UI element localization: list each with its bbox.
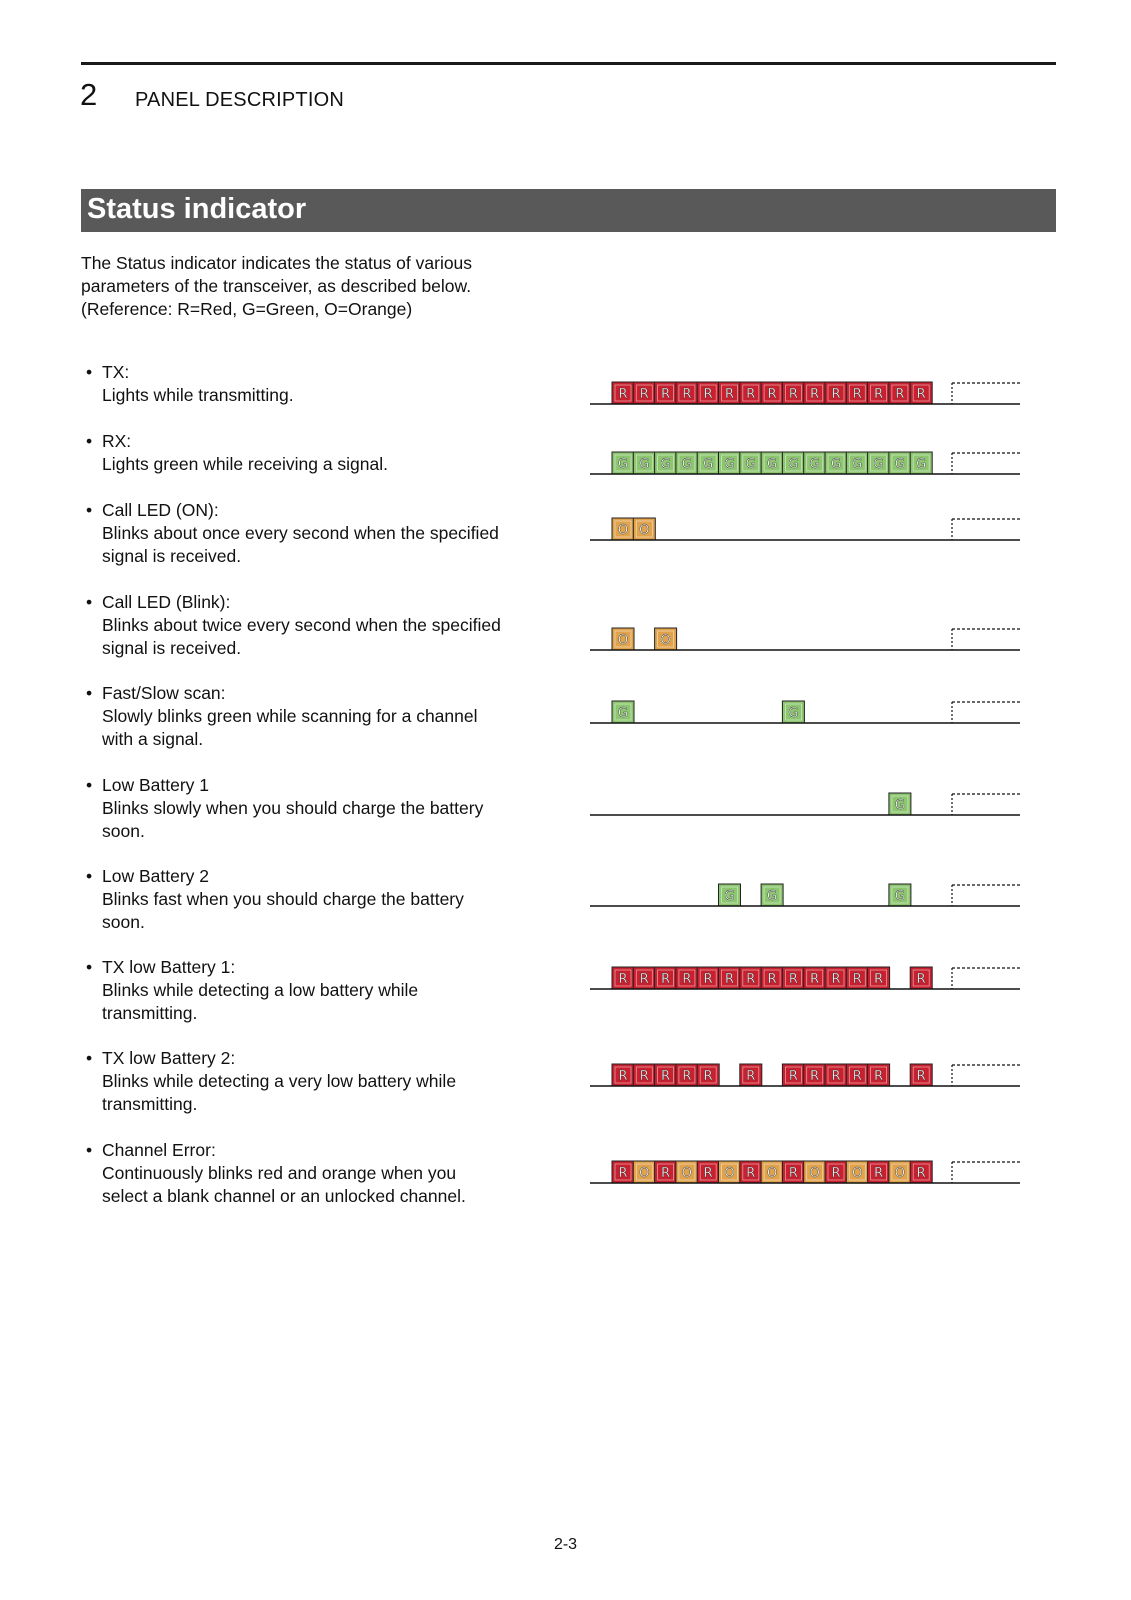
timing-svg bbox=[590, 448, 1035, 488]
led-G bbox=[697, 452, 719, 474]
svg-text:O: O bbox=[617, 633, 629, 648]
chapter-title: PANEL DESCRIPTION bbox=[135, 89, 344, 111]
led-G bbox=[846, 452, 868, 474]
svg-text:R: R bbox=[703, 1069, 713, 1084]
led-R bbox=[740, 1064, 762, 1086]
led-R bbox=[868, 1161, 890, 1183]
bullet: • bbox=[86, 775, 93, 795]
desc-line: signal is received. bbox=[102, 638, 242, 658]
item-description bbox=[102, 705, 552, 751]
led-R bbox=[633, 967, 655, 989]
item-description bbox=[102, 522, 552, 568]
svg-text:G: G bbox=[639, 457, 650, 472]
svg-text:R: R bbox=[767, 972, 777, 987]
desc-line: Blinks slowly when you should charge the battery bbox=[102, 798, 484, 818]
svg-text:O: O bbox=[766, 1166, 778, 1181]
timing-diagram-call-led-blink bbox=[590, 624, 1035, 664]
item-description bbox=[102, 614, 552, 660]
svg-text:R: R bbox=[852, 972, 862, 987]
timing-svg bbox=[590, 1157, 1035, 1197]
led-O bbox=[612, 518, 634, 540]
svg-text:R: R bbox=[724, 387, 735, 402]
item-description bbox=[102, 888, 552, 934]
svg-text:O: O bbox=[681, 1166, 693, 1181]
intro-line: (Reference: R=Red, G=Green, O=Orange) bbox=[81, 299, 413, 319]
led-O bbox=[719, 1161, 741, 1183]
svg-text:R: R bbox=[703, 972, 713, 987]
chapter-number: 2 bbox=[80, 77, 98, 112]
desc-line: Lights green while receiving a signal. bbox=[102, 454, 388, 474]
svg-text:R: R bbox=[661, 1069, 671, 1084]
page-number: 2-3 bbox=[553, 1536, 578, 1553]
timing-diagram-channel-error bbox=[590, 1157, 1035, 1197]
led-R bbox=[889, 382, 911, 404]
item-name: TX: bbox=[102, 362, 130, 382]
timing-svg bbox=[590, 514, 1035, 554]
led-R bbox=[804, 1064, 826, 1086]
led-G bbox=[761, 884, 783, 906]
svg-text:G: G bbox=[660, 457, 671, 472]
bullet: • bbox=[86, 957, 93, 977]
desc-line: Blinks about twice every second when the specified bbox=[102, 615, 501, 635]
led-R bbox=[612, 967, 634, 989]
led-R bbox=[868, 382, 890, 404]
timing-svg bbox=[590, 789, 1035, 829]
svg-text:G: G bbox=[894, 457, 905, 472]
item-description bbox=[102, 384, 552, 407]
svg-text:R: R bbox=[661, 972, 671, 987]
timing-diagram-scan bbox=[590, 697, 1035, 737]
svg-text:R: R bbox=[874, 1069, 884, 1084]
desc-line: Blinks about once every second when the specified bbox=[102, 523, 499, 543]
item-name: TX low Battery 1: bbox=[102, 957, 236, 977]
item-description bbox=[102, 797, 552, 843]
timing-svg bbox=[590, 1060, 1035, 1100]
svg-text:R: R bbox=[788, 1069, 798, 1084]
svg-text:G: G bbox=[809, 457, 820, 472]
led-O bbox=[655, 628, 677, 650]
led-R bbox=[719, 967, 741, 989]
svg-text:R: R bbox=[831, 1069, 841, 1084]
led-G bbox=[676, 452, 698, 474]
led-G bbox=[825, 452, 847, 474]
led-R bbox=[612, 1064, 634, 1086]
svg-text:R: R bbox=[661, 1166, 671, 1181]
led-R bbox=[612, 382, 634, 404]
bullet: • bbox=[86, 500, 93, 520]
timing-diagram-call-led-on bbox=[590, 514, 1035, 554]
svg-text:R: R bbox=[746, 972, 756, 987]
svg-text:G: G bbox=[767, 457, 778, 472]
item-name: Low Battery 2 bbox=[102, 866, 209, 886]
led-R bbox=[804, 382, 826, 404]
svg-text:R: R bbox=[916, 1069, 926, 1084]
bullet: • bbox=[86, 1140, 93, 1160]
led-R bbox=[825, 1064, 847, 1086]
led-R bbox=[782, 1064, 804, 1086]
item-name: Call LED (Blink): bbox=[102, 592, 231, 612]
led-R bbox=[782, 1161, 804, 1183]
led-O bbox=[676, 1161, 698, 1183]
svg-text:R: R bbox=[724, 972, 735, 987]
led-O bbox=[633, 1161, 655, 1183]
svg-text:R: R bbox=[916, 1166, 926, 1181]
bullet: • bbox=[86, 866, 93, 886]
led-G bbox=[910, 452, 932, 474]
svg-text:R: R bbox=[831, 1166, 841, 1181]
led-O bbox=[633, 518, 655, 540]
svg-text:R: R bbox=[746, 1069, 756, 1084]
desc-line: with a signal. bbox=[102, 729, 204, 749]
timing-diagram-low-battery-2 bbox=[590, 880, 1035, 920]
svg-text:O: O bbox=[639, 1166, 650, 1181]
svg-text:O: O bbox=[639, 523, 650, 538]
desc-line: select a blank channel or an unlocked channel. bbox=[102, 1186, 466, 1206]
svg-text:G: G bbox=[745, 457, 756, 472]
led-R bbox=[719, 382, 741, 404]
svg-text:G: G bbox=[916, 457, 927, 472]
led-R bbox=[633, 1064, 655, 1086]
desc-line: Blinks fast when you should charge the battery bbox=[102, 889, 464, 909]
intro-line: parameters of the transceiver, as described below. bbox=[81, 276, 472, 296]
item-name: Low Battery 1 bbox=[102, 775, 209, 795]
section-heading-bar bbox=[81, 189, 1056, 232]
led-G bbox=[655, 452, 677, 474]
svg-text:R: R bbox=[618, 972, 628, 987]
timing-svg bbox=[590, 624, 1035, 664]
timing-diagram-tx-low-battery-1 bbox=[590, 963, 1035, 1003]
led-G bbox=[889, 452, 911, 474]
timing-diagram-low-battery-1 bbox=[590, 789, 1035, 829]
timing-diagram-rx bbox=[590, 448, 1035, 488]
led-R bbox=[825, 1161, 847, 1183]
led-R bbox=[697, 1064, 719, 1086]
svg-text:G: G bbox=[873, 457, 884, 472]
led-R bbox=[740, 382, 762, 404]
section-title: Status indicator bbox=[87, 193, 307, 225]
svg-text:G: G bbox=[830, 457, 842, 472]
svg-text:R: R bbox=[916, 387, 926, 402]
desc-line: transmitting. bbox=[102, 1003, 198, 1023]
svg-text:R: R bbox=[831, 972, 841, 987]
svg-text:R: R bbox=[661, 387, 671, 402]
svg-text:G: G bbox=[767, 889, 778, 904]
led-G bbox=[782, 701, 804, 723]
svg-text:G: G bbox=[703, 457, 714, 472]
svg-text:R: R bbox=[831, 387, 841, 402]
led-R bbox=[846, 967, 868, 989]
led-R bbox=[740, 1161, 762, 1183]
svg-text:G: G bbox=[681, 457, 692, 472]
svg-text:G: G bbox=[894, 798, 905, 813]
svg-text:G: G bbox=[617, 706, 629, 721]
led-O bbox=[761, 1161, 783, 1183]
svg-text:R: R bbox=[895, 387, 905, 402]
svg-text:R: R bbox=[874, 1166, 884, 1181]
timing-svg bbox=[590, 697, 1035, 737]
desc-line: Lights while transmitting. bbox=[102, 385, 294, 405]
svg-text:R: R bbox=[874, 387, 884, 402]
svg-text:R: R bbox=[682, 387, 692, 402]
item-description bbox=[102, 1162, 552, 1208]
svg-text:R: R bbox=[639, 972, 649, 987]
desc-line: Slowly blinks green while scanning for a channel bbox=[102, 706, 478, 726]
timing-svg bbox=[590, 378, 1035, 418]
led-R bbox=[846, 382, 868, 404]
desc-line: signal is received. bbox=[102, 546, 242, 566]
led-R bbox=[697, 382, 719, 404]
bullet: • bbox=[86, 362, 93, 382]
led-R bbox=[782, 967, 804, 989]
svg-text:O: O bbox=[894, 1166, 906, 1181]
bullet: • bbox=[86, 592, 93, 612]
svg-text:R: R bbox=[682, 1069, 692, 1084]
svg-text:R: R bbox=[852, 1069, 862, 1084]
svg-text:R: R bbox=[810, 387, 820, 402]
led-G bbox=[612, 452, 634, 474]
timing-diagram-tx-low-battery-2 bbox=[590, 1060, 1035, 1100]
intro-paragraph bbox=[81, 252, 561, 321]
led-G bbox=[612, 701, 634, 723]
led-R bbox=[868, 967, 890, 989]
led-R bbox=[676, 382, 698, 404]
led-R bbox=[846, 1064, 868, 1086]
svg-text:G: G bbox=[852, 457, 863, 472]
led-R bbox=[655, 1064, 677, 1086]
svg-text:O: O bbox=[724, 1166, 735, 1181]
svg-text:R: R bbox=[618, 387, 628, 402]
desc-line: Continuously blinks red and orange when you bbox=[102, 1163, 457, 1183]
led-R bbox=[761, 382, 783, 404]
desc-line: Blinks while detecting a low battery while bbox=[102, 980, 419, 1000]
led-R bbox=[761, 967, 783, 989]
led-R bbox=[655, 967, 677, 989]
svg-text:R: R bbox=[810, 972, 820, 987]
bullet: • bbox=[86, 431, 93, 451]
item-description bbox=[102, 979, 552, 1025]
svg-text:G: G bbox=[617, 457, 629, 472]
svg-text:R: R bbox=[874, 972, 884, 987]
timing-diagram-tx bbox=[590, 378, 1035, 418]
led-R bbox=[804, 967, 826, 989]
svg-text:R: R bbox=[788, 1166, 798, 1181]
item-description bbox=[102, 1070, 552, 1116]
svg-text:G: G bbox=[894, 889, 905, 904]
led-R bbox=[910, 382, 932, 404]
item-name: Fast/Slow scan: bbox=[102, 683, 226, 703]
led-O bbox=[612, 628, 634, 650]
svg-text:G: G bbox=[788, 457, 799, 472]
led-R bbox=[676, 1064, 698, 1086]
led-O bbox=[804, 1161, 826, 1183]
led-R bbox=[740, 967, 762, 989]
led-G bbox=[889, 793, 911, 815]
led-R bbox=[612, 1161, 634, 1183]
led-R bbox=[910, 967, 932, 989]
led-G bbox=[633, 452, 655, 474]
item-name: Call LED (ON): bbox=[102, 500, 219, 520]
led-G bbox=[782, 452, 804, 474]
svg-text:G: G bbox=[788, 706, 799, 721]
item-name: Channel Error: bbox=[102, 1140, 216, 1160]
led-R bbox=[697, 967, 719, 989]
top-rule bbox=[81, 62, 1056, 65]
led-R bbox=[910, 1064, 932, 1086]
led-R bbox=[655, 1161, 677, 1183]
desc-line: soon. bbox=[102, 821, 145, 841]
svg-text:O: O bbox=[660, 633, 671, 648]
svg-text:R: R bbox=[682, 972, 692, 987]
svg-text:G: G bbox=[724, 889, 735, 904]
led-G bbox=[719, 452, 741, 474]
svg-text:O: O bbox=[852, 1166, 863, 1181]
led-R bbox=[697, 1161, 719, 1183]
svg-text:G: G bbox=[724, 457, 735, 472]
item-name: TX low Battery 2: bbox=[102, 1048, 236, 1068]
svg-text:R: R bbox=[852, 387, 862, 402]
led-R bbox=[676, 967, 698, 989]
svg-text:R: R bbox=[639, 387, 649, 402]
svg-text:R: R bbox=[788, 972, 798, 987]
svg-text:O: O bbox=[809, 1166, 820, 1181]
bullet: • bbox=[86, 683, 93, 703]
svg-text:O: O bbox=[617, 523, 629, 538]
item-description bbox=[102, 453, 552, 476]
timing-svg bbox=[590, 880, 1035, 920]
svg-text:R: R bbox=[618, 1166, 628, 1181]
led-R bbox=[825, 967, 847, 989]
led-G bbox=[761, 452, 783, 474]
led-R bbox=[868, 1064, 890, 1086]
desc-line: soon. bbox=[102, 912, 145, 932]
led-O bbox=[846, 1161, 868, 1183]
led-G bbox=[719, 884, 741, 906]
svg-text:R: R bbox=[810, 1069, 820, 1084]
led-R bbox=[655, 382, 677, 404]
led-O bbox=[889, 1161, 911, 1183]
led-R bbox=[910, 1161, 932, 1183]
led-R bbox=[633, 382, 655, 404]
desc-line: transmitting. bbox=[102, 1094, 198, 1114]
svg-text:R: R bbox=[916, 972, 926, 987]
svg-text:R: R bbox=[767, 387, 777, 402]
svg-text:R: R bbox=[618, 1069, 628, 1084]
svg-text:R: R bbox=[746, 387, 756, 402]
svg-text:R: R bbox=[703, 1166, 713, 1181]
led-G bbox=[804, 452, 826, 474]
svg-text:R: R bbox=[639, 1069, 649, 1084]
led-G bbox=[889, 884, 911, 906]
svg-text:R: R bbox=[703, 387, 713, 402]
led-G bbox=[868, 452, 890, 474]
led-R bbox=[782, 382, 804, 404]
item-name: RX: bbox=[102, 431, 132, 451]
desc-line: Blinks while detecting a very low battery while bbox=[102, 1071, 457, 1091]
svg-text:R: R bbox=[746, 1166, 756, 1181]
led-R bbox=[825, 382, 847, 404]
bullet: • bbox=[86, 1048, 93, 1068]
timing-svg bbox=[590, 963, 1035, 1003]
intro-line: The Status indicator indicates the status of various bbox=[81, 253, 473, 273]
led-G bbox=[740, 452, 762, 474]
svg-text:R: R bbox=[788, 387, 798, 402]
